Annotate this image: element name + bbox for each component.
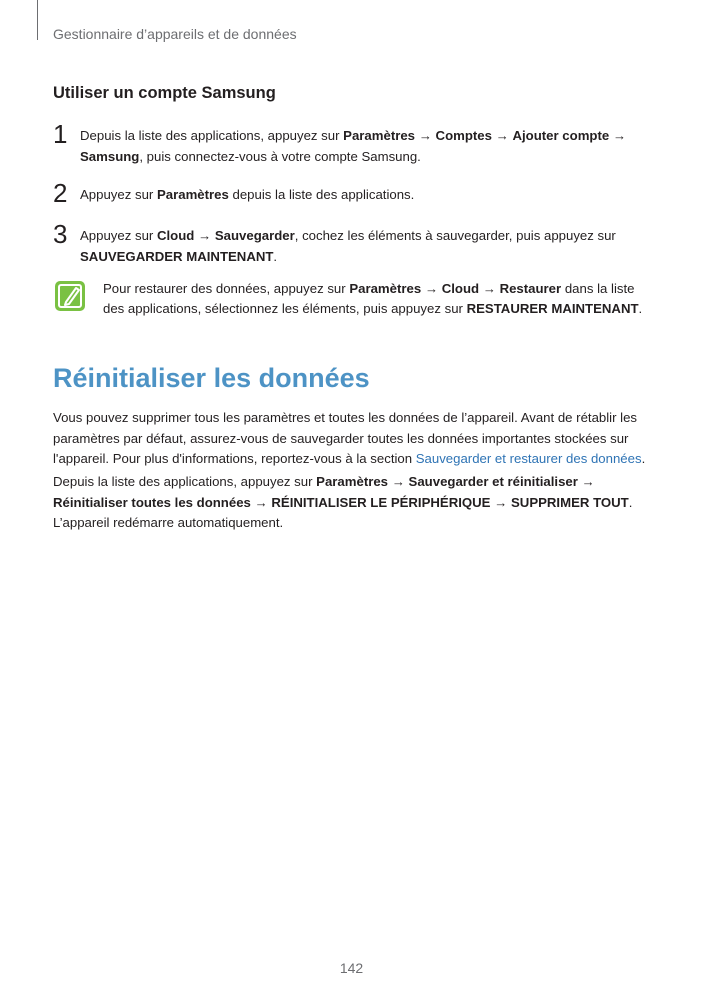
- step-text: Depuis la liste des applications, appuyez sur Paramètres → Comptes → Ajouter compte → Samsung, puis connectez-vous à votre compte Samsung.: [80, 128, 627, 164]
- page-number: 142: [339, 960, 364, 976]
- step-1: [53, 119, 653, 167]
- section-title: Utiliser un compte Samsung: [53, 84, 276, 102]
- step-text: Appuyez sur Paramètres depuis la liste des applications.: [80, 187, 415, 202]
- cross-reference-link[interactable]: Sauvegarder et restaurer des données: [415, 451, 642, 466]
- running-header: Gestionnaire d’appareils et de données: [53, 26, 297, 42]
- step-number: 1: [53, 119, 68, 149]
- note-text: Pour restaurer des données, appuyez sur Paramètres → Cloud → Restaurer dans la liste des applications, sélectionnez les éléments, puis appuyez sur RESTAURER MAINTENANT.: [103, 281, 643, 316]
- section-heading: Réinitialiser les données: [53, 363, 370, 393]
- step-3: [53, 219, 653, 267]
- note-pencil-icon: [54, 280, 86, 312]
- header-rule: [37, 0, 38, 40]
- reset-steps-paragraph: Depuis la liste des applications, appuyez sur Paramètres → Sauvegarder et réinitialiser → Réinitialiser toutes les données → RÉINITIALISER LE PÉRIPHÉRIQUE → SUPPRIMER TOUT. L’appareil redémarre automatiquement.: [53, 474, 633, 530]
- note-box: [53, 279, 653, 319]
- step-number: 2: [53, 178, 68, 208]
- step-number: 3: [53, 219, 68, 249]
- step-2: [53, 178, 653, 208]
- step-text: Appuyez sur Cloud → Sauvegarder, cochez les éléments à sauvegarder, puis appuyez sur SAUVEGARDER MAINTENANT.: [80, 228, 616, 264]
- reset-intro-paragraph: Vous pouvez supprimer tous les paramètres et toutes les données de l’appareil. Avant de rétablir les paramètres par défaut, assurez-vous de sauvegarder toutes les données importantes stockées sur l'appareil. Pour plus d'informations, reportez-vous à la section Sauvegarder et restaurer des données.: [53, 410, 646, 466]
